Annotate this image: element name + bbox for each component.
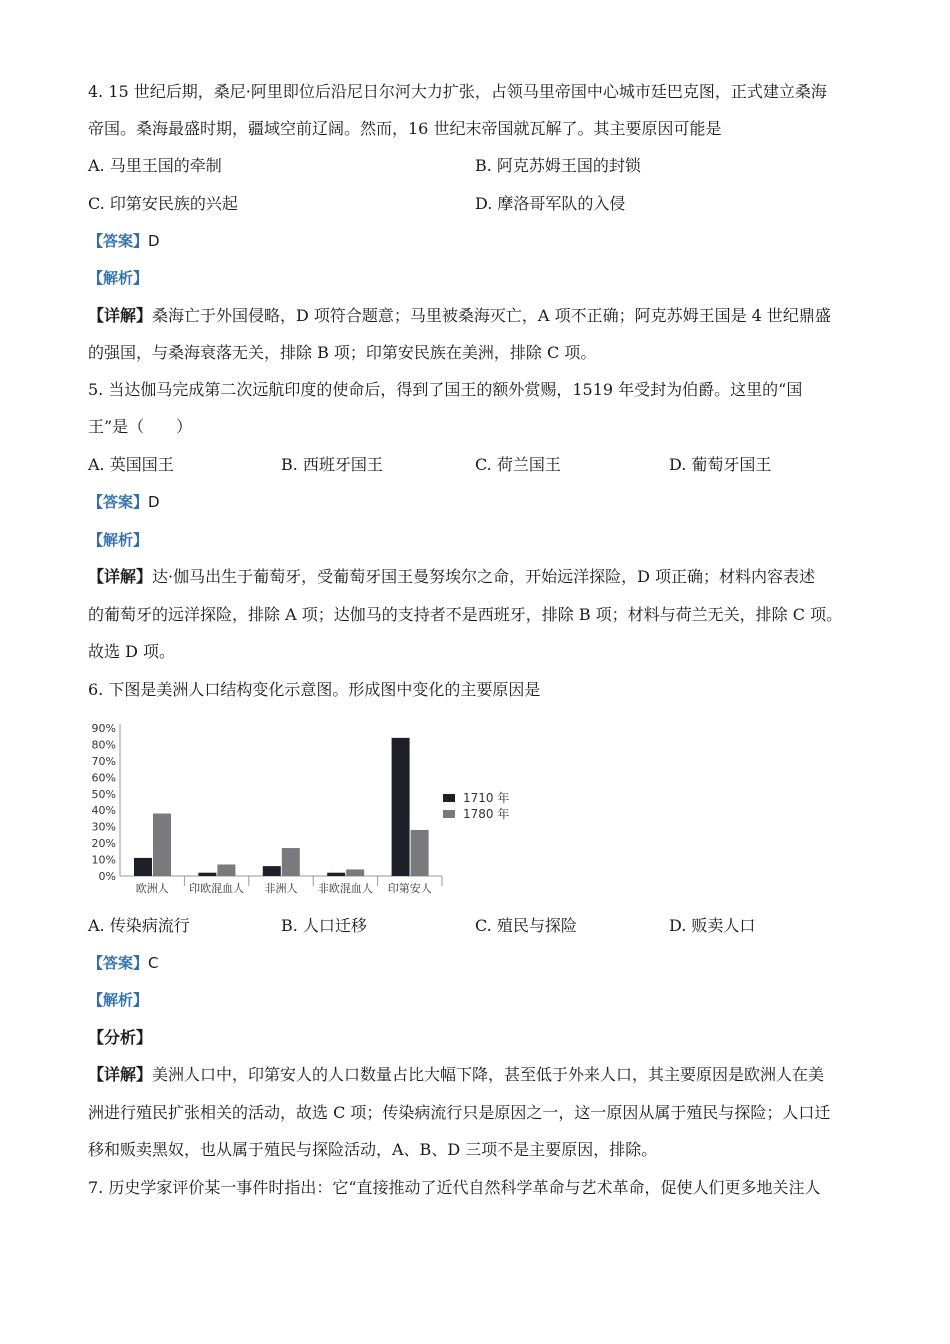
y-tick-label: 90% <box>91 722 116 735</box>
q4-answer-tag: 【答案】 <box>88 232 149 250</box>
y-tick-label: 30% <box>91 820 116 834</box>
bar-1710 <box>327 873 345 876</box>
q4-stem-line2: 帝国。桑海最盛时期，疆域空前辽阔。然而，16 世纪末帝国就瓦解了。其主要原因可能是 <box>88 119 722 138</box>
q6-detail-text1: 美洲人口中，印第安人的人口数量占比大幅下降，甚至低于外来人口，其主要原因是欧洲人在美 <box>152 1065 825 1084</box>
q5-detail-line3: 故选 D 项。 <box>88 642 176 661</box>
q5-option-c: C. 荷兰国王 <box>475 455 561 474</box>
y-tick-label: 0% <box>98 870 116 883</box>
q5-detail-line1 <box>88 567 815 587</box>
q5-answer-row <box>88 492 160 512</box>
q5-stem-line2: 王”是（ ） <box>88 417 193 436</box>
q6-analysis-tag: 【解析】 <box>88 991 149 1009</box>
bar-1710 <box>263 866 281 876</box>
q6-option-d: D. 贩卖人口 <box>669 916 756 935</box>
legend-swatch-1780 <box>443 810 455 818</box>
q4-answer: D <box>148 232 160 250</box>
q6-detail-line1 <box>88 1065 824 1085</box>
q6-stem-line1: 6. 下图是美洲人口结构变化示意图。形成图中变化的主要原因是 <box>88 680 541 699</box>
q5-answer-tag: 【答案】 <box>88 493 149 511</box>
bar-1710 <box>134 858 152 876</box>
bar-1780 <box>153 814 171 876</box>
q4-answer-row <box>88 231 160 251</box>
q5-option-b: B. 西班牙国王 <box>281 455 383 474</box>
q4-detail-text1: 桑海亡于外国侵略，D 项符合题意；马里被桑海灭亡，A 项不正确；阿克苏姆王国是 4 世纪鼎盛 <box>152 306 831 325</box>
y-tick-label: 10% <box>91 853 116 867</box>
q4-detail-line1 <box>88 306 831 326</box>
q6-detail-line2: 洲进行殖民扩张相关的活动，故选 C 项；传染病流行只是原因之一，这一原因从属于殖民与探险；人口迁 <box>88 1103 831 1122</box>
x-tick-label: 印欧混血人 <box>189 882 245 895</box>
q4-option-c: C. 印第安民族的兴起 <box>88 194 238 213</box>
q5-analysis-row <box>88 530 148 550</box>
q4-option-b: B. 阿克苏姆王国的封锁 <box>475 156 641 175</box>
x-tick-label: 印第安人 <box>387 882 432 895</box>
q7-stem-line1: 7. 历史学家评价某一事件时指出：它“直接推动了近代自然科学革命与艺术革命，促使人们更多地关注人 <box>88 1178 821 1197</box>
q4-option-d: D. 摩洛哥军队的入侵 <box>475 194 626 213</box>
bar-1780 <box>282 848 300 876</box>
q5-option-a: A. 英国国王 <box>88 455 174 474</box>
y-tick-label: 70% <box>91 754 116 768</box>
q6-detail-line3: 移和贩卖黑奴，也从属于殖民与探险活动，A、B、D 三项不是主要原因，排除。 <box>88 1140 658 1159</box>
q6-answer: C <box>148 954 159 972</box>
legend-label-1780: 1780 年 <box>463 807 510 821</box>
bar-1780 <box>217 864 235 876</box>
q6-option-a: A. 传染病流行 <box>88 916 190 935</box>
q6-answer-row <box>88 953 159 973</box>
q4-analysis-tag: 【解析】 <box>88 269 149 287</box>
legend-label-1710: 1710 年 <box>463 791 510 805</box>
x-tick-label: 非洲人 <box>264 882 298 895</box>
q6-detail-tag: 【详解】 <box>88 1065 153 1084</box>
q6-fenxi-row <box>88 1028 152 1048</box>
y-tick-label: 40% <box>91 804 116 818</box>
q5-analysis-tag: 【解析】 <box>88 531 149 549</box>
y-tick-label: 20% <box>91 837 116 851</box>
y-tick-label: 60% <box>91 771 116 785</box>
q6-answer-tag: 【答案】 <box>88 954 149 972</box>
q5-answer: D <box>148 493 160 511</box>
population-structure-chart <box>86 718 546 904</box>
q6-option-b: B. 人口迁移 <box>281 916 367 935</box>
q4-analysis-row <box>88 268 148 288</box>
q6-analysis-row <box>88 990 148 1010</box>
q6-option-c: C. 殖民与探险 <box>475 916 577 935</box>
q4-detail-tag: 【详解】 <box>88 306 153 325</box>
q5-stem-line1: 5. 当达伽马完成第二次远航印度的使命后，得到了国王的额外赏赐，1519 年受封为伯爵。这里的“国 <box>88 380 803 399</box>
bar-1710 <box>392 738 410 876</box>
y-tick-label: 80% <box>91 738 116 752</box>
bar-1780 <box>346 869 364 876</box>
q5-detail-tag: 【详解】 <box>88 567 153 586</box>
q6-fenxi-tag: 【分析】 <box>88 1028 153 1047</box>
q5-detail-line2: 的葡萄牙的远洋探险，排除 A 项；达伽马的支持者不是西班牙，排除 B 项；材料与荷兰无关，排除 C 项。 <box>88 605 843 624</box>
x-tick-label: 欧洲人 <box>135 882 169 895</box>
q4-option-a: A. 马里王国的牵制 <box>88 156 222 175</box>
q4-stem-line1: 4. 15 世纪后期，桑尼·阿里即位后沿尼日尔河大力扩张，占领马里帝国中心城市廷巴克图，正式建立桑海 <box>88 82 827 101</box>
q5-option-d: D. 葡萄牙国王 <box>669 455 772 474</box>
x-tick-label: 非欧混血人 <box>317 882 373 895</box>
q4-detail-line2: 的强国，与桑海衰落无关，排除 B 项；印第安民族在美洲，排除 C 项。 <box>88 343 597 362</box>
bar-1710 <box>198 873 216 876</box>
bar-1780 <box>411 830 429 876</box>
legend-swatch-1710 <box>443 794 455 802</box>
y-tick-label: 50% <box>91 787 116 801</box>
q5-detail-text1: 达·伽马出生于葡萄牙，受葡萄牙国王曼努埃尔之命，开始远洋探险，D 项正确；材料内容表述 <box>152 567 816 586</box>
